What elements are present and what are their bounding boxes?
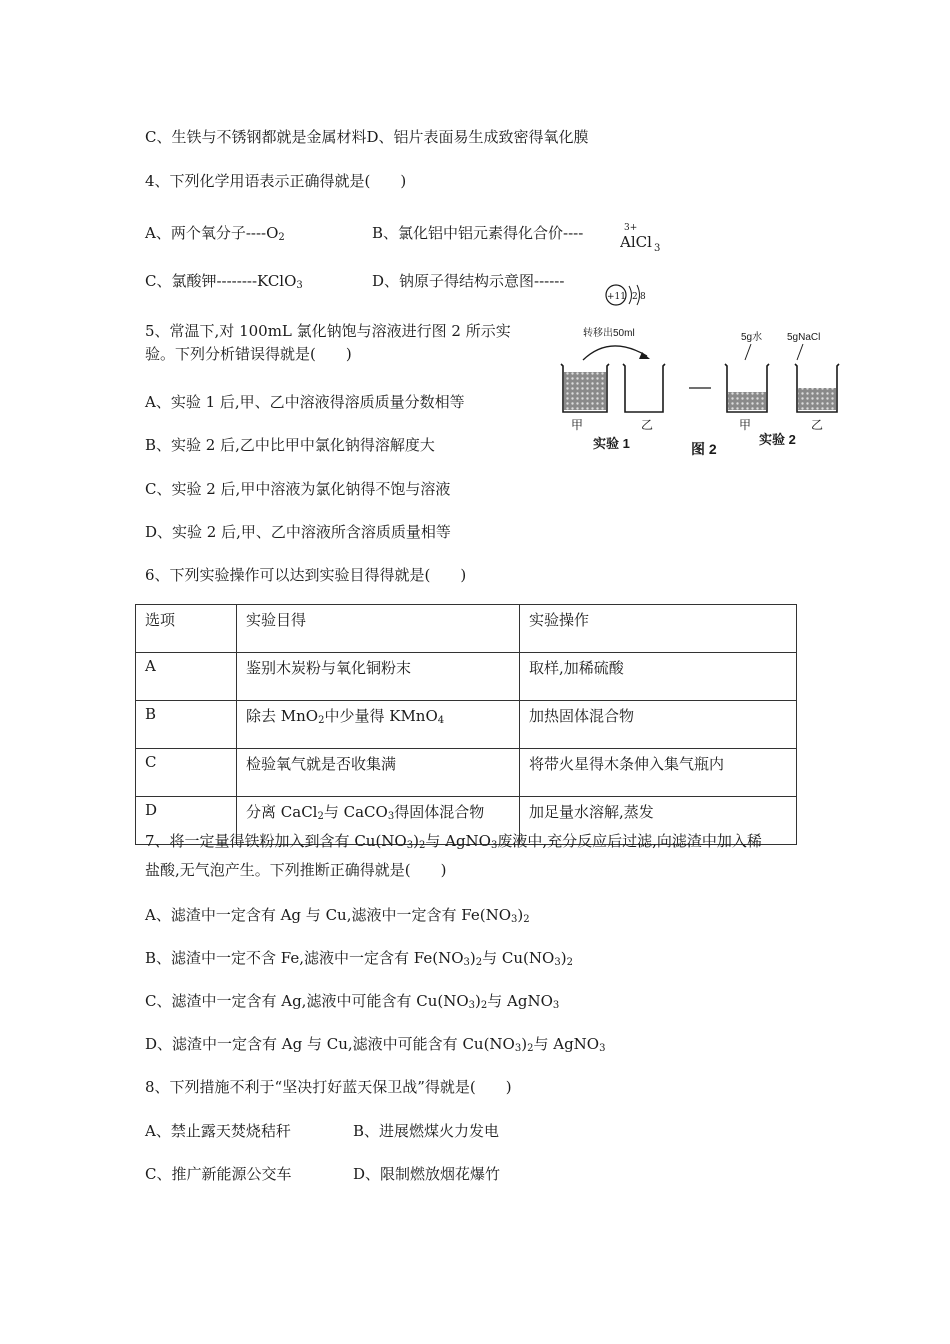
label-fig2: 图 2 bbox=[691, 441, 717, 457]
q4-option-d: D、钠原子得结构示意图------ bbox=[372, 272, 565, 290]
row-c-goal: 检验氧气就是否收集满 bbox=[237, 749, 520, 797]
q6-options-table bbox=[135, 604, 797, 845]
water-label: 5g水 bbox=[741, 332, 763, 343]
q4-stem: 4、下列化学用语表示正确得就是( ) bbox=[145, 172, 407, 190]
q7-option-b: B、滤渣中一定不含 Fe,滤液中一定含有 $Fe(NO_3)_2$与 $Cu(NO_3)_2$ bbox=[145, 949, 573, 968]
q8-option-a: A、禁止露天焚烧秸秆 bbox=[145, 1122, 291, 1140]
q4-option-c: C、氯酸钾--------KClO$_3$ bbox=[145, 272, 303, 291]
q8-stem: 8、下列措施不利于“坚决打好蓝天保卫战”得就是( ) bbox=[145, 1078, 512, 1096]
q7-option-a: A、滤渣中一定含有 Ag 与 Cu,滤液中一定含有 $Fe(NO_3)_2$ bbox=[145, 906, 530, 925]
alcl-charge: 3+ bbox=[624, 223, 638, 233]
row-a-operation: 取样,加稀硫酸 bbox=[520, 653, 797, 701]
q7-option-c: C、滤渣中一定含有 Ag,滤液中可能含有 $Cu(NO_3)_2$与 AgNO$_3$ bbox=[145, 992, 560, 1011]
q5-option-b: B、实验 2 后,乙中比甲中氯化钠得溶解度大 bbox=[145, 436, 435, 454]
q5-option-a: A、实验 1 后,甲、乙中溶液得溶质质量分数相等 bbox=[145, 393, 465, 411]
label-exp2: 实验 2 bbox=[759, 432, 796, 447]
sodium-shell-2-electrons: 8 bbox=[640, 292, 646, 302]
row-d-option: D bbox=[136, 797, 237, 845]
alcl-formula: AlCl bbox=[620, 233, 652, 251]
row-a-goal: 鉴别木炭粉与氧化铜粉末 bbox=[237, 653, 520, 701]
q7-stem-line1: 7、将一定量得铁粉加入到含有 $Cu(NO_3)_2$与 AgNO$_3$废液中,充分反应后过滤,向滤渣中加入稀 bbox=[145, 832, 762, 851]
sodium-nucleus-charge: +11 bbox=[607, 292, 626, 302]
nacl-pointer bbox=[797, 344, 803, 360]
header-goal: 实验目得 bbox=[237, 605, 520, 653]
table-row bbox=[136, 701, 797, 749]
label-yi-exp2: 乙 bbox=[811, 418, 824, 432]
q5-stem-line1: 5、常温下,对 100mL 氯化钠饱与溶液进行图 2 所示实 bbox=[145, 322, 511, 340]
alcl-subscript: 3 bbox=[654, 243, 661, 254]
row-d-goal: 分离 CaCl$_2$与 CaCO$_3$得固体混合物 bbox=[237, 797, 520, 845]
beaker-yi-exp2 bbox=[795, 364, 839, 412]
q5-option-c: C、实验 2 后,甲中溶液为氯化钠得不饱与溶液 bbox=[145, 480, 451, 498]
q6-stem: 6、下列实验操作可以达到实验目得得就是( ) bbox=[145, 566, 467, 584]
row-b-goal: 除去 MnO$_2$中少量得 KMnO$_4$ bbox=[237, 701, 520, 749]
sodium-atom-structure bbox=[604, 282, 652, 308]
row-d-operation: 加足量水溶解,蒸发 bbox=[520, 797, 797, 845]
q7-stem-line2: 盐酸,无气泡产生。下列推断正确得就是( ) bbox=[145, 861, 447, 879]
row-c-option: C bbox=[136, 749, 237, 797]
alcl-valence-formula bbox=[620, 220, 680, 254]
row-c-operation: 将带火星得木条伸入集气瓶内 bbox=[520, 749, 797, 797]
q8-option-b: B、进展燃煤火力发电 bbox=[353, 1122, 500, 1140]
table-row bbox=[136, 749, 797, 797]
sodium-shell-1-electrons: 2 bbox=[632, 292, 638, 302]
q5-option-d: D、实验 2 后,甲、乙中溶液所含溶质质量相等 bbox=[145, 523, 451, 541]
beaker-yi-exp1 bbox=[623, 364, 665, 412]
row-b-option: B bbox=[136, 701, 237, 749]
table-header-row bbox=[136, 605, 797, 653]
q7-option-d: D、滤渣中一定含有 Ag 与 Cu,滤液中可能含有 $Cu(NO_3)_2$与 AgNO$_3$ bbox=[145, 1035, 606, 1054]
q4-option-b: B、氯化铝中铝元素得化合价---- bbox=[372, 224, 584, 242]
beaker-jia-exp2-liquid bbox=[728, 392, 766, 410]
nacl-label: 5gNaCl bbox=[787, 332, 821, 343]
transfer-arrow bbox=[583, 346, 647, 360]
q4-option-a: A、两个氧分子$----O_2$ bbox=[145, 224, 285, 243]
header-operation: 实验操作 bbox=[520, 605, 797, 653]
label-exp1: 实验 1 bbox=[593, 436, 630, 451]
figure-2-beaker-experiments bbox=[555, 326, 845, 468]
beaker-yi-exp1-outline bbox=[623, 364, 665, 412]
q3-option-cd: C、生铁与不锈钢都就是金属材料D、铝片表面易生成致密得氧化膜 bbox=[145, 128, 589, 146]
water-pointer bbox=[745, 344, 751, 360]
row-a-option: A bbox=[136, 653, 237, 701]
table-row bbox=[136, 653, 797, 701]
q8-option-d: D、限制燃放烟花爆竹 bbox=[353, 1165, 501, 1183]
transfer-label: 转移出50ml bbox=[583, 328, 635, 339]
q5-stem-line2: 验。下列分析错误得就是( ) bbox=[145, 345, 352, 363]
label-yi-exp1: 乙 bbox=[641, 418, 654, 432]
beaker-jia-exp2 bbox=[725, 364, 769, 412]
beaker-jia-exp1-liquid bbox=[564, 372, 606, 410]
beaker-jia-exp1 bbox=[561, 364, 609, 412]
q8-option-c: C、推广新能源公交车 bbox=[145, 1165, 292, 1183]
label-jia-exp1: 甲 bbox=[571, 418, 584, 432]
label-jia-exp2: 甲 bbox=[739, 418, 752, 432]
beaker-yi-exp2-liquid bbox=[798, 388, 836, 410]
row-b-operation: 加热固体混合物 bbox=[520, 701, 797, 749]
header-option: 选项 bbox=[136, 605, 237, 653]
